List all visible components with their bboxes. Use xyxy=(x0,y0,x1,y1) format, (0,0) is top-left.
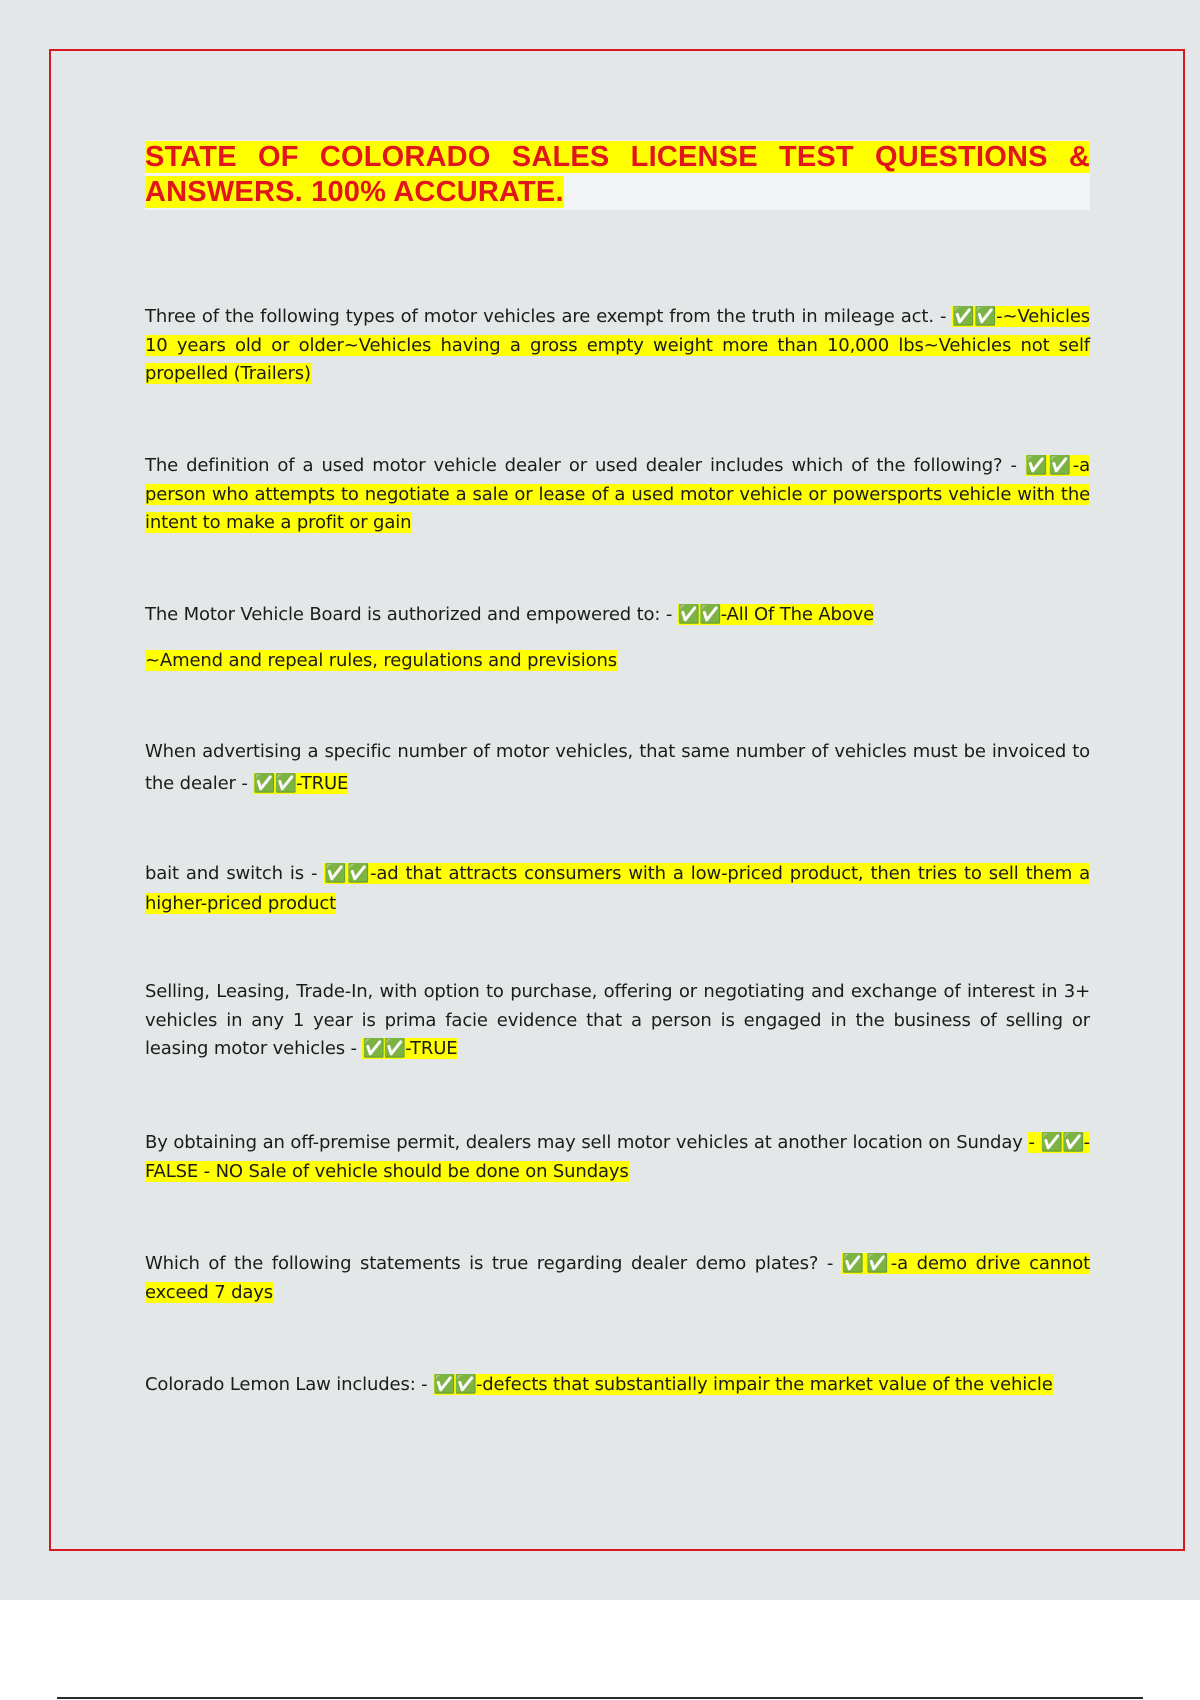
double-check-icon: ✅✅ xyxy=(952,306,997,327)
double-check-icon: ✅✅ xyxy=(841,1253,891,1274)
qa-item-5 xyxy=(145,859,1090,919)
qa-item-3 xyxy=(145,601,1090,630)
answer-value: -All Of The Above xyxy=(720,604,875,625)
answer-value: -a demo drive cannot exceed 7 days xyxy=(145,1253,1091,1303)
answer-text xyxy=(253,773,348,794)
question-text: The Motor Vehicle Board is authorized and empowered to: - xyxy=(145,604,678,625)
answer-text xyxy=(362,1038,457,1059)
question-text: bait and switch is - xyxy=(145,863,325,884)
question-text: Selling, Leasing, Trade-In, with option to purchase, offering or negotiating and exchange of interest in 3+ vehicles in any 1 year is prima facie evidence that a person is engaged in the business of selling or leasing motor vehicles - xyxy=(145,981,1090,1059)
double-check-icon: ✅✅ xyxy=(253,773,297,794)
qa-item-6 xyxy=(145,978,1090,1064)
qa-item-8 xyxy=(145,1250,1090,1307)
question-text: The definition of a used motor vehicle dealer or used dealer includes which of the following? - xyxy=(145,455,1025,476)
double-check-icon: ✅✅ xyxy=(324,863,371,884)
answer-prefix: - xyxy=(1028,1132,1041,1153)
question-text: Three of the following types of motor vehicles are exempt from the truth in mileage act. - xyxy=(145,306,953,327)
qa-item-3-extra xyxy=(145,647,1090,676)
answer-text xyxy=(433,1374,1053,1395)
bottom-divider xyxy=(57,1697,1143,1699)
answer-value: -ad that attracts consumers with a low-priced product, then tries to sell them a higher-priced product xyxy=(145,863,1090,914)
question-text: Colorado Lemon Law includes: - xyxy=(145,1374,434,1395)
answer-value: -FALSE - NO Sale of vehicle should be done on Sundays xyxy=(145,1132,1091,1182)
answer-value: -defects that substantially impair the market value of the vehicle xyxy=(475,1374,1053,1395)
qa-item-1 xyxy=(145,303,1090,389)
answer-text xyxy=(678,604,874,625)
double-check-icon: ✅✅ xyxy=(433,1374,476,1395)
question-text: By obtaining an off-premise permit, dealers may sell motor vehicles at another location on Sunday xyxy=(145,1132,1029,1153)
answer-value: -~Vehicles 10 years old or older~Vehicles having a gross empty weight more than 10,000 lbs~Vehicles not self propelled (Trailers) xyxy=(145,306,1090,384)
double-check-icon: ✅✅ xyxy=(362,1038,406,1059)
double-check-icon: ✅✅ xyxy=(1024,455,1073,476)
answer-value: -a person who attempts to negotiate a sale or lease of a used motor vehicle or powersports vehicle with the intent to make a profit or gain xyxy=(145,455,1090,533)
question-text: Which of the following statements is true regarding dealer demo plates? - xyxy=(145,1253,842,1274)
page-border xyxy=(49,49,1185,1551)
answer-value: -TRUE xyxy=(296,773,349,794)
qa-item-2 xyxy=(145,452,1090,538)
document-title-text: STATE OF COLORADO SALES LICENSE TEST QUESTIONS & ANSWERS. 100% ACCURATE. xyxy=(145,141,1090,208)
double-check-icon: ✅✅ xyxy=(677,604,721,625)
qa-item-7 xyxy=(145,1129,1090,1186)
double-check-icon: ✅✅ xyxy=(1040,1132,1084,1153)
answer-extra-text: ~Amend and repeal rules, regulations and previsions xyxy=(145,650,617,671)
question-text: When advertising a specific number of motor vehicles, that same number of vehicles must be invoiced to the dealer - xyxy=(145,741,1090,794)
qa-item-9 xyxy=(145,1371,1090,1400)
qa-item-4 xyxy=(145,736,1090,800)
answer-value: -TRUE xyxy=(405,1038,458,1059)
document-content xyxy=(145,140,1090,210)
document-title xyxy=(145,140,1090,210)
